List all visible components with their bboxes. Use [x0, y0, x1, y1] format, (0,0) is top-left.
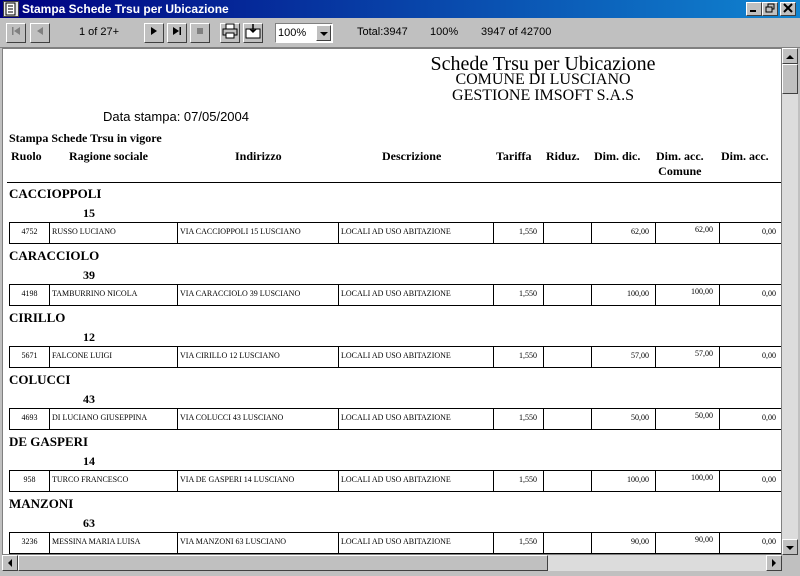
first-page-button[interactable] — [6, 23, 26, 43]
zoom-value: 100% — [278, 27, 307, 39]
cell-dim-acc: 0,00 — [762, 413, 776, 422]
cell-ragione: DI LUCIANO GIUSEPPINA — [50, 409, 178, 429]
arrow-left-icon — [7, 554, 13, 572]
title-bar[interactable] — [0, 0, 800, 18]
window-title: Stampa Schede Trsu per Ubicazione — [22, 2, 229, 16]
window-bottom-border — [0, 571, 800, 576]
scroll-right-button[interactable] — [766, 555, 782, 571]
report-subtitle-company: GESTIONE IMSOFT S.A.S — [452, 87, 634, 104]
column-header-dim-acc: Dim. acc. — [721, 149, 769, 163]
vertical-scroll-thumb[interactable] — [782, 64, 798, 94]
total-label: Total:3947 — [357, 26, 408, 38]
cell-descrizione: LOCALI AD USO ABITAZIONE — [339, 347, 494, 367]
street-name: COLUCCI — [9, 372, 71, 387]
column-header-ragione: Ragione sociale — [69, 149, 148, 163]
table-row[interactable] — [9, 284, 782, 306]
column-header-dim-acc-comune-line2: Comune — [658, 164, 702, 178]
cell-indirizzo: VIA CIRILLO 12 LUSCIANO — [178, 347, 339, 367]
last-page-button[interactable] — [167, 23, 187, 43]
report-subtitle-comune: COMUNE DI LUSCIANO — [455, 71, 631, 88]
column-header-dim-acc-comune-line1: Dim. acc. — [656, 149, 704, 163]
scroll-left-button[interactable] — [2, 555, 18, 571]
table-row[interactable] — [9, 346, 782, 368]
cell-dim-acc-comune: 50,00 — [656, 409, 720, 429]
cell-ruolo: 4693 — [10, 409, 50, 429]
column-header-ruolo: Ruolo — [11, 149, 42, 163]
cell-indirizzo: VIA MANZONI 63 LUSCIANO — [178, 533, 339, 553]
stop-button[interactable] — [190, 23, 210, 43]
zoom-select[interactable] — [275, 23, 333, 43]
cell-dim-acc-comune: 90,00 — [656, 533, 720, 553]
cell-ragione: RUSSO LUCIANO — [50, 223, 178, 243]
cell-riduz — [544, 409, 592, 429]
street-name: MANZONI — [9, 496, 74, 511]
horizontal-scroll-thumb[interactable] — [18, 555, 548, 571]
cell-dim-dic: 62,00 — [592, 223, 656, 243]
cell-ruolo: 4752 — [10, 223, 50, 243]
minimize-button[interactable] — [746, 2, 762, 16]
cell-dim-acc: 0,00 — [762, 537, 776, 546]
report-caption: Stampa Schede Trsu in vigore — [9, 131, 162, 145]
record-count: 3947 of 42700 — [481, 26, 552, 38]
arrow-down-icon — [786, 538, 794, 556]
column-header-riduz: Riduz. — [546, 149, 580, 163]
report-viewport[interactable] — [2, 48, 782, 555]
table-row[interactable] — [9, 532, 782, 554]
cell-indirizzo: VIA COLUCCI 43 LUSCIANO — [178, 409, 339, 429]
cell-ragione: TAMBURRINO NICOLA — [50, 285, 178, 305]
cell-dim-dic: 100,00 — [592, 471, 656, 491]
cell-ragione: FALCONE LUIGI — [50, 347, 178, 367]
cell-dim-dic: 57,00 — [592, 347, 656, 367]
cell-descrizione: LOCALI AD USO ABITAZIONE — [339, 409, 494, 429]
cell-riduz — [544, 471, 592, 491]
arrow-up-icon — [786, 47, 794, 65]
next-page-icon — [148, 24, 160, 42]
cell-descrizione: LOCALI AD USO ABITAZIONE — [339, 285, 494, 305]
cell-riduz — [544, 347, 592, 367]
cell-dim-acc: 0,00 — [762, 289, 776, 298]
cell-indirizzo: VIA CACCIOPPOLI 15 LUSCIANO — [178, 223, 339, 243]
street-group — [3, 310, 782, 372]
cell-dim-acc: 0,00 — [762, 227, 776, 236]
street-group — [3, 434, 782, 496]
street-number: 14 — [83, 454, 95, 468]
report-title: Schede Trsu per Ubicazione — [430, 53, 656, 75]
column-header-tariffa: Tariffa — [496, 149, 532, 163]
cell-ruolo: 5671 — [10, 347, 50, 367]
street-number: 12 — [83, 330, 95, 344]
column-header-indirizzo: Indirizzo — [235, 149, 282, 163]
cell-tariffa: 1,550 — [494, 347, 544, 367]
report-page — [3, 49, 782, 555]
export-button[interactable] — [243, 23, 263, 43]
zoom-dropdown-button[interactable] — [316, 25, 331, 41]
close-button[interactable] — [780, 2, 796, 16]
cell-dim-acc: 0,00 — [762, 351, 776, 360]
page-indicator: 1 of 27+ — [79, 26, 120, 38]
scrollbar-corner — [782, 555, 798, 571]
street-name: CACCIOPPOLI — [9, 186, 102, 201]
header-divider — [7, 182, 782, 183]
stop-icon — [194, 24, 206, 42]
arrow-right-icon — [771, 554, 777, 572]
column-header-dim-dic: Dim. dic. — [594, 149, 641, 163]
street-number: 63 — [83, 516, 95, 530]
previous-page-icon — [34, 24, 46, 42]
cell-dim-dic: 100,00 — [592, 285, 656, 305]
scroll-down-button[interactable] — [782, 539, 798, 555]
street-number: 39 — [83, 268, 95, 282]
cell-indirizzo: VIA DE GASPERI 14 LUSCIANO — [178, 471, 339, 491]
export-icon — [245, 23, 261, 44]
cell-tariffa: 1,550 — [494, 223, 544, 243]
cell-tariffa: 1,550 — [494, 533, 544, 553]
scroll-up-button[interactable] — [782, 48, 798, 64]
horizontal-scrollbar[interactable] — [2, 555, 782, 571]
street-number: 43 — [83, 392, 95, 406]
cell-dim-acc: 0,00 — [762, 475, 776, 484]
street-group — [3, 372, 782, 434]
cell-riduz — [544, 285, 592, 305]
cell-descrizione: LOCALI AD USO ABITAZIONE — [339, 533, 494, 553]
column-header-dim-acc-comune — [656, 149, 704, 179]
cell-dim-acc-comune: 57,00 — [656, 347, 720, 367]
table-row[interactable] — [9, 222, 782, 244]
street-group — [3, 248, 782, 310]
cell-ragione: MESSINA MARIA LUISA — [50, 533, 178, 553]
street-group — [3, 186, 782, 248]
next-page-button[interactable] — [144, 23, 164, 43]
street-group — [3, 496, 782, 555]
table-row[interactable] — [9, 408, 782, 430]
cell-ruolo: 958 — [10, 471, 50, 491]
cell-ruolo: 4198 — [10, 285, 50, 305]
print-button[interactable] — [220, 23, 240, 43]
street-name: CIRILLO — [9, 310, 66, 325]
cell-dim-dic: 90,00 — [592, 533, 656, 553]
cell-riduz — [544, 223, 592, 243]
percent-label: 100% — [430, 26, 459, 38]
cell-dim-acc-comune: 100,00 — [656, 285, 720, 305]
chevron-down-icon — [320, 24, 328, 42]
cell-tariffa: 1,550 — [494, 471, 544, 491]
app-icon — [3, 1, 19, 17]
cell-ragione: TURCO FRANCESCO — [50, 471, 178, 491]
cell-descrizione: LOCALI AD USO ABITAZIONE — [339, 223, 494, 243]
cell-descrizione: LOCALI AD USO ABITAZIONE — [339, 471, 494, 491]
print-date: Data stampa: 07/05/2004 — [103, 109, 249, 124]
cell-dim-acc-comune: 100,00 — [656, 471, 720, 491]
last-page-icon — [171, 24, 183, 42]
cell-dim-acc-comune: 62,00 — [656, 223, 720, 243]
table-row[interactable] — [9, 470, 782, 492]
print-icon — [222, 23, 238, 44]
first-page-icon — [10, 24, 22, 42]
toolbar — [0, 18, 800, 48]
cell-ruolo: 3236 — [10, 533, 50, 553]
cell-tariffa: 1,550 — [494, 285, 544, 305]
cell-dim-dic: 50,00 — [592, 409, 656, 429]
previous-page-button[interactable] — [30, 23, 50, 43]
street-number: 15 — [83, 206, 95, 220]
cell-riduz — [544, 533, 592, 553]
column-header-descrizione: Descrizione — [382, 149, 442, 163]
street-name: CARACCIOLO — [9, 248, 100, 263]
cell-tariffa: 1,550 — [494, 409, 544, 429]
cell-indirizzo: VIA CARACCIOLO 39 LUSCIANO — [178, 285, 339, 305]
street-name: DE GASPERI — [9, 434, 89, 449]
vertical-scrollbar[interactable] — [782, 48, 798, 555]
restore-button[interactable] — [762, 2, 778, 16]
